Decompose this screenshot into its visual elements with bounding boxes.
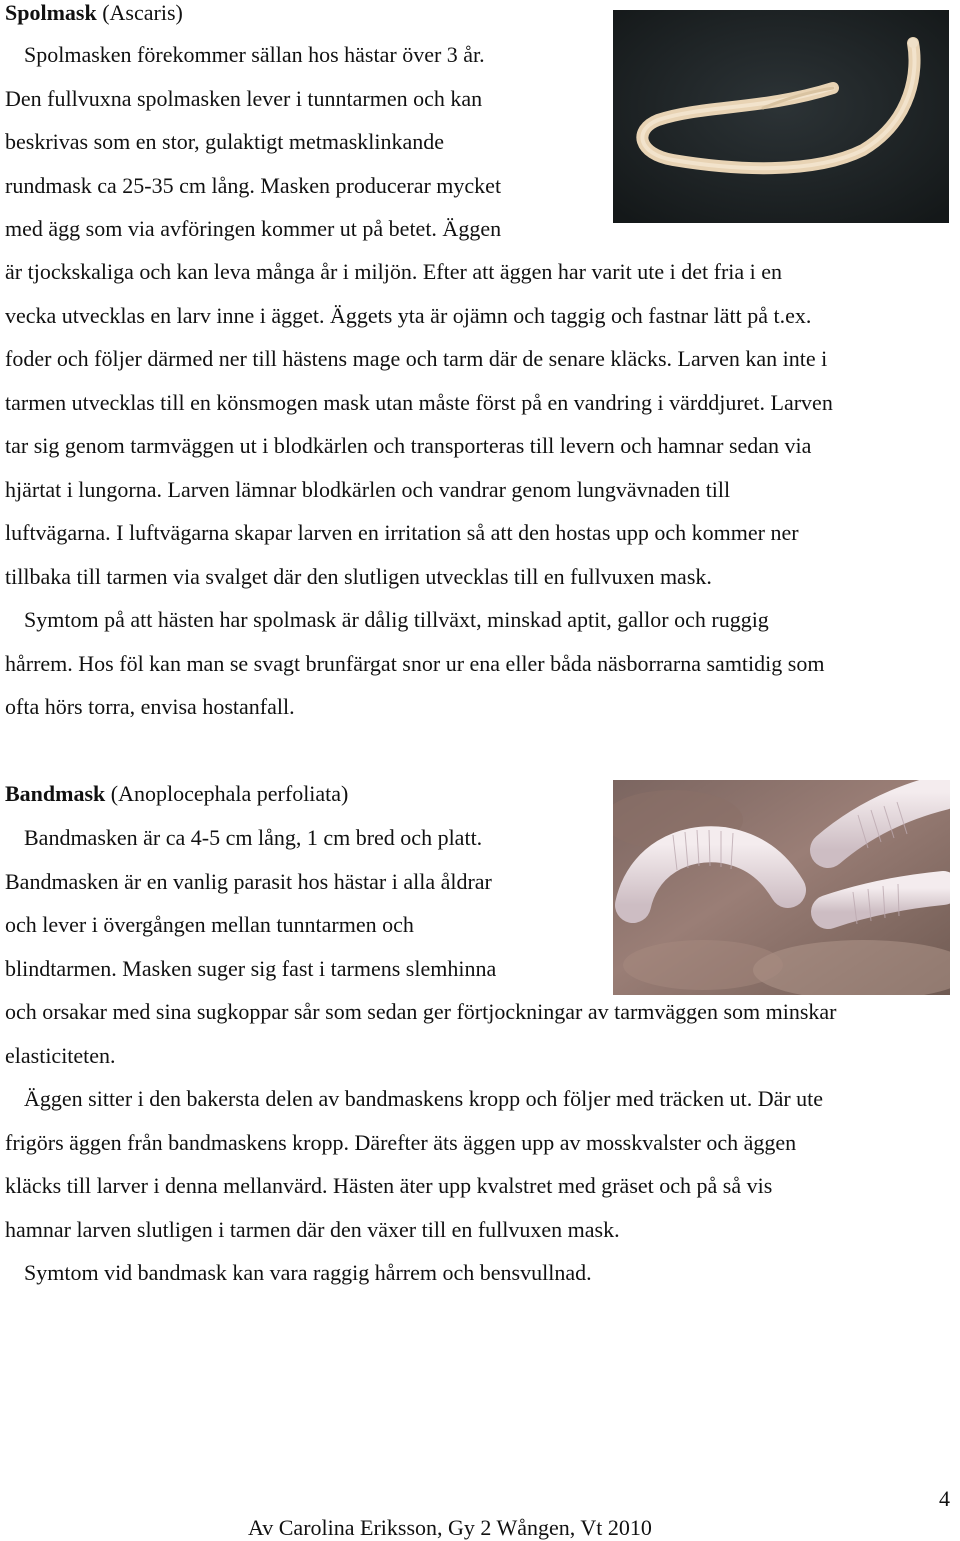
section-subtitle: (Anoplocephala perfoliata) [110,781,349,806]
section-subtitle: (Ascaris) [102,0,183,25]
roundworm-image [613,10,949,223]
text-line: tillbaka till tarmen via svalget där den slutligen utvecklas till en fullvuxen mask. [5,564,712,589]
text-line: Symtom vid bandmask kan vara raggig hårrem och bensvullnad. [24,1260,592,1285]
text-line: Bandmasken är ca 4-5 cm lång, 1 cm bred och platt. [24,825,483,850]
section-title: Bandmask [5,781,106,806]
text-line: vecka utvecklas en larv inne i ägget. Äggets yta är ojämn och taggig och fastnar lätt på t.ex. [5,303,812,328]
text-line: Äggen sitter i den bakersta delen av bandmaskens kropp och följer med träcken ut. Där ute [24,1086,824,1111]
text-line: elasticiteten. [5,1043,116,1068]
text-line: och orsakar med sina sugkoppar sår som sedan ger förtjockningar av tarmväggen som minskar [5,999,837,1024]
text-line: rundmask ca 25-35 cm lång. Masken producerar mycket [5,173,502,198]
text-line: hjärtat i lungorna. Larven lämnar blodkärlen och vandrar genom lungvävnaden till [5,477,731,502]
text-line: Spolmasken förekommer sällan hos hästar över 3 år. [24,42,485,67]
text-line: och lever i övergången mellan tunntarmen och [5,912,414,937]
tapeworm-image [613,780,950,995]
section-heading-bandmask [5,781,348,807]
text-line: frigörs äggen från bandmaskens kropp. Därefter äts äggen upp av mosskvalster och äggen [5,1130,797,1155]
section-heading-spolmask [5,0,183,26]
text-line: Den fullvuxna spolmasken lever i tunntarmen och kan [5,86,483,111]
footer-author: Av Carolina Eriksson, Gy 2 Wången, Vt 2010 [248,1515,652,1540]
text-line: hårrem. Hos föl kan man se svagt brunfärgat snor ur ena eller båda näsborrarna samtidig som [5,651,825,676]
text-line: tar sig genom tarmväggen ut i blodkärlen och transporteras till levern och hamnar sedan via [5,433,812,458]
text-line: hamnar larven slutligen i tarmen där den växer till en fullvuxen mask. [5,1217,620,1242]
text-line: tarmen utvecklas till en könsmogen mask utan måste först på en vandring i värddjuret. Larven [5,390,833,415]
text-line: kläcks till larver i denna mellanvärd. Hästen äter upp kvalstret med gräset och på så vis [5,1173,773,1198]
section-title: Spolmask [5,0,97,25]
page-number: 4 [939,1486,950,1511]
text-line: med ägg som via avföringen kommer ut på betet. Äggen [5,216,502,241]
text-line: Symtom på att hästen har spolmask är dålig tillväxt, minskad aptit, gallor och ruggig [24,607,769,632]
text-line: blindtarmen. Masken suger sig fast i tarmens slemhinna [5,956,497,981]
text-line: ofta hörs torra, envisa hostanfall. [5,694,295,719]
text-line: Bandmasken är en vanlig parasit hos hästar i alla åldrar [5,869,492,894]
text-line: foder och följer därmed ner till hästens mage och tarm där de senare kläcks. Larven kan inte i [5,346,828,371]
text-line: beskrivas som en stor, gulaktigt metmasklinkande [5,129,445,154]
text-line: luftvägarna. I luftvägarna skapar larven en irritation så att den hostas upp och kommer ner [5,520,799,545]
text-line: är tjockskaliga och kan leva många år i miljön. Efter att äggen har varit ute i det fria i en [5,259,783,284]
